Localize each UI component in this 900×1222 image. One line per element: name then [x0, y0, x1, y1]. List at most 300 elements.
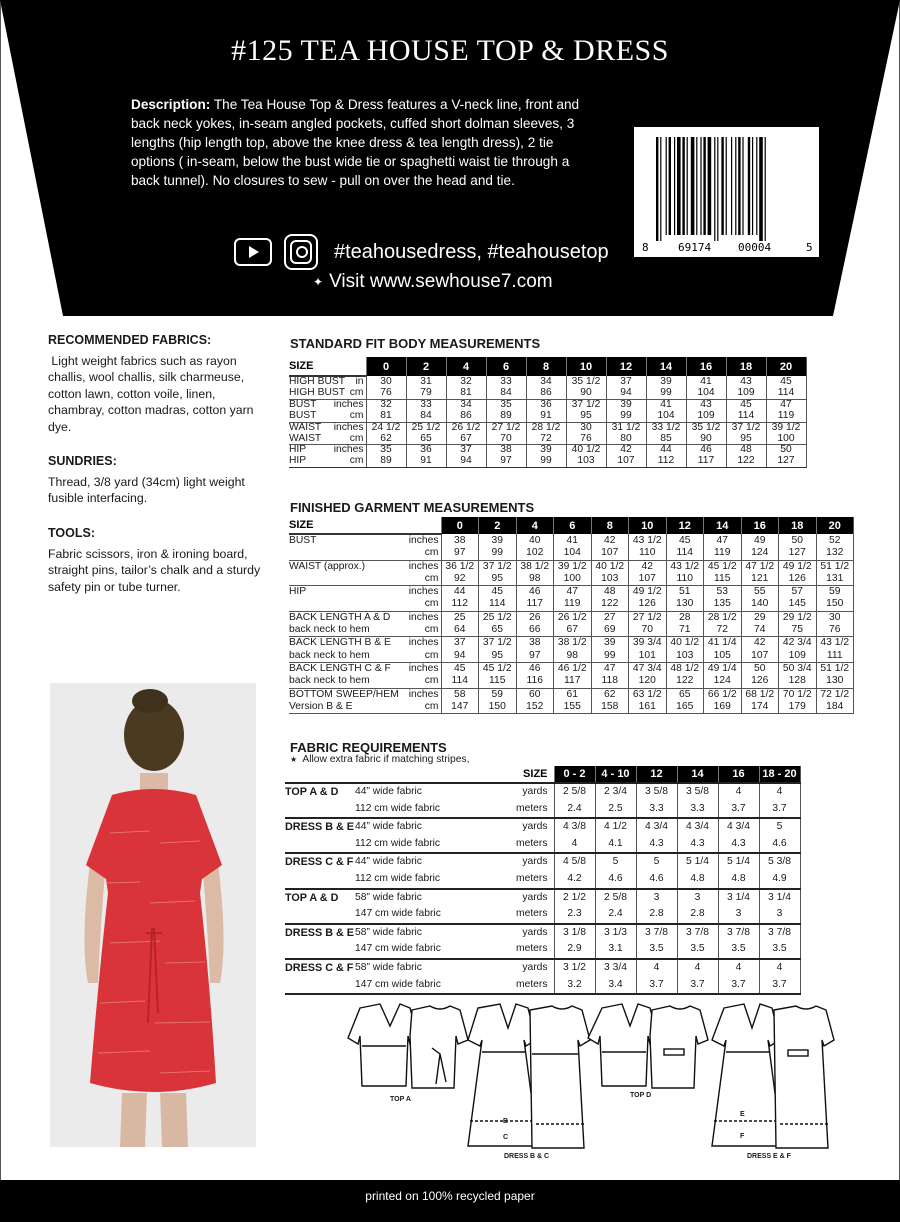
table-cell: 99 [646, 388, 686, 399]
size-col-header: 16 [741, 517, 779, 534]
label-top-d: TOP D [630, 1092, 652, 1099]
table-cell: 101 [629, 650, 667, 663]
model-photo [50, 683, 256, 1147]
table-cell: 3.5 [677, 941, 718, 959]
table-cell: 28 1/2 [704, 611, 742, 624]
row-label [289, 624, 441, 637]
table-row [289, 611, 854, 624]
body-measurements-title: STANDARD FIT BODY MEASUREMENTS [290, 336, 541, 351]
description [131, 95, 591, 190]
garment-name: DRESS B & E [285, 818, 355, 836]
table-cell: 43 [686, 399, 726, 410]
table-cell: 37 [446, 445, 486, 456]
table-cell: 30 [566, 422, 606, 433]
table-cell: 59 [479, 688, 517, 701]
table-cell: 45 [479, 586, 517, 599]
table-cell: 65 [479, 624, 517, 637]
visit-text[interactable]: Visit www.sewhouse7.com [329, 271, 553, 292]
table-cell: 25 1/2 [479, 611, 517, 624]
table-cell: 130 [816, 675, 854, 688]
tools-heading: TOOLS: [48, 525, 95, 540]
row-unit: cm [424, 649, 439, 661]
table-cell: 45 [766, 376, 806, 388]
table-cell: 72 [704, 624, 742, 637]
table-cell: 90 [686, 434, 726, 445]
table-cell: 2.5 [595, 801, 636, 819]
table-cell: 124 [741, 547, 779, 560]
table-cell: 130 [666, 598, 704, 611]
dress-bc-back-drawing [530, 1006, 590, 1148]
table-cell: 2 5/8 [595, 889, 636, 907]
table-cell: 26 1/2 [554, 611, 592, 624]
row-unit: yards [505, 959, 554, 977]
table-cell: 65 [406, 434, 446, 445]
barcode-bar [765, 137, 766, 241]
table-cell: 65 [666, 688, 704, 701]
table-cell: 50 [779, 534, 817, 547]
barcode-bar [687, 137, 688, 235]
table-row [285, 977, 800, 995]
row-label-text: Version B & E [289, 700, 353, 712]
table-cell: 3.4 [595, 977, 636, 995]
barcode-bar [742, 137, 743, 235]
table-cell: 121 [741, 573, 779, 586]
row-label-text: HIP [289, 586, 307, 598]
footer-text: printed on 100% recycled paper [365, 1189, 535, 1203]
table-cell: 3 7/8 [759, 924, 800, 942]
size-col-header: 14 [646, 357, 686, 376]
row-label [289, 411, 366, 422]
table-cell: 33 1/2 [646, 422, 686, 433]
table-cell: 39 [646, 376, 686, 388]
youtube-icon[interactable] [234, 238, 272, 266]
body-measurements-table [289, 357, 807, 468]
table-cell: 115 [704, 573, 742, 586]
table-row [289, 534, 854, 547]
star-icon: ★ [290, 755, 298, 764]
fabric-width: 147 cm wide fabric [355, 977, 505, 995]
table-cell: 26 1/2 [446, 422, 486, 433]
table-cell: 4 5/8 [554, 853, 595, 871]
row-unit: cm [424, 624, 439, 636]
fabric-width: 58” wide fabric [355, 924, 505, 942]
barcode-bar [660, 137, 661, 241]
size-col-header: 12 [636, 766, 677, 783]
table-cell: 4.1 [595, 836, 636, 854]
fabric-requirements-title: FABRIC REQUIREMENTS [290, 740, 447, 755]
description-text: The Tea House Top & Dress features a V-neck line, front and back neck yokes, in-seam angled pockets, cuffed short dolman sleeves, 3 lengths (hip length top, above the knee dress & tea length dress), 2 tie options ( in-seam, below the bust wide tie or spaghetti waist tie through a back tunnel). No closures to sew - pull on over the head and tie. [131, 97, 580, 188]
table-cell: 72 1/2 [816, 688, 854, 701]
table-cell: 110 [629, 547, 667, 560]
table-cell: 71 [666, 624, 704, 637]
garment-name [285, 906, 355, 924]
row-label-text: BUST [289, 398, 317, 410]
barcode-bar [731, 137, 732, 235]
fabrics-text: Light weight fabrics such as rayon challis, wool challis, silk charmeuse, cotton lawn, cotton voile, linen, chambray, cotton madras, cotton yarn dye. [48, 354, 257, 434]
table-cell: 32 [446, 376, 486, 388]
table-cell: 99 [479, 547, 517, 560]
table-cell: 107 [741, 650, 779, 663]
table-row [289, 624, 854, 637]
table-cell: 132 [816, 547, 854, 560]
table-cell: 97 [516, 650, 554, 663]
table-cell: 4 [554, 836, 595, 854]
table-cell: 4 [718, 959, 759, 977]
table-cell: 165 [666, 701, 704, 714]
table-cell: 4 3/4 [718, 818, 759, 836]
size-col-header: 6 [486, 357, 526, 376]
table-row [289, 675, 854, 688]
barcode-bar [708, 137, 712, 235]
size-col-header: 10 [566, 357, 606, 376]
row-unit: cm [424, 547, 439, 559]
hashtags: #teahousedress, #teahousetop [334, 240, 609, 263]
table-cell: 42 [606, 445, 646, 456]
row-unit: meters [516, 837, 548, 849]
table-cell: 38 [516, 637, 554, 650]
table-row [285, 853, 800, 871]
barcode-bar [700, 137, 701, 235]
table-cell: 3 5/8 [677, 783, 718, 801]
table-cell: 128 [779, 675, 817, 688]
table-cell: 51 [666, 586, 704, 599]
fabric-width: 147 cm wide fabric [355, 908, 441, 920]
row-label-text: HIGH BUST [289, 376, 346, 387]
table-cell: 51 1/2 [816, 662, 854, 675]
table-cell: 39 3/4 [629, 637, 667, 650]
table-cell: 35 [486, 399, 526, 410]
table-cell: 99 [526, 456, 566, 467]
table-cell: 63 1/2 [629, 688, 667, 701]
table-cell: 105 [704, 650, 742, 663]
barcode-bar [714, 137, 715, 241]
table-cell: 60 [516, 688, 554, 701]
label-dress-ef: DRESS E & F [747, 1153, 791, 1160]
table-cell: 40 1/2 [591, 560, 629, 573]
table-cell: 4 [759, 959, 800, 977]
row-label-text: BACK LENGTH C & F [289, 662, 391, 674]
fabric-width: 112 cm wide fabric [355, 837, 441, 849]
row-label [289, 547, 441, 560]
table-cell: 53 [704, 586, 742, 599]
table-cell: 39 1/2 [766, 422, 806, 433]
table-cell: 124 [704, 675, 742, 688]
label-c: C [503, 1134, 509, 1141]
dress-ef-back-drawing [774, 1006, 834, 1148]
table-cell: 70 1/2 [779, 688, 817, 701]
barcode-bar [703, 137, 705, 235]
barcode-bar [752, 137, 753, 235]
table-cell: 41 1/4 [704, 637, 742, 650]
table-cell: 89 [366, 456, 406, 467]
table-cell: 35 1/2 [566, 376, 606, 388]
table-cell: 46 [686, 445, 726, 456]
size-col-header: 20 [766, 357, 806, 376]
table-cell: 66 [516, 624, 554, 637]
garment-name [285, 801, 355, 819]
table-cell: 3 [759, 906, 800, 924]
table-cell: 75 [779, 624, 817, 637]
table-row [289, 650, 854, 663]
table-cell: 91 [526, 411, 566, 422]
table-cell: 122 [666, 675, 704, 688]
table-cell: 104 [686, 388, 726, 399]
table-cell: 47 [591, 662, 629, 675]
table-cell: 4 3/4 [636, 818, 677, 836]
table-cell: 41 [686, 376, 726, 388]
table-cell: 58 [441, 688, 479, 701]
row-unit: yards [505, 783, 554, 801]
table-cell: 37 [441, 637, 479, 650]
table-cell: 4 3/4 [677, 818, 718, 836]
size-col-header: 20 [816, 517, 854, 534]
row-unit: in [355, 376, 364, 387]
row-label [289, 701, 441, 714]
table-row [285, 906, 800, 924]
table-cell: 5 1/4 [718, 853, 759, 871]
size-col-header: 8 [526, 357, 566, 376]
table-cell: 70 [486, 434, 526, 445]
table-cell: 3.5 [718, 941, 759, 959]
table-cell: 84 [486, 388, 526, 399]
table-cell: 110 [666, 573, 704, 586]
table-cell: 184 [816, 701, 854, 714]
table-cell: 5 [759, 818, 800, 836]
table-cell: 103 [591, 573, 629, 586]
table-cell: 61 [554, 688, 592, 701]
table-cell: 48 1/2 [666, 662, 704, 675]
garment-name: TOP A & D [285, 889, 355, 907]
table-cell: 42 [629, 560, 667, 573]
table-cell: 140 [741, 598, 779, 611]
table-row [289, 434, 806, 445]
table-cell: 3 1/4 [759, 889, 800, 907]
table-cell: 94 [446, 456, 486, 467]
row-unit: inches [408, 560, 439, 572]
table-cell: 5 [636, 853, 677, 871]
table-cell: 3.7 [636, 977, 677, 995]
barcode-digits: 00004 [738, 241, 772, 254]
finished-measurements-table [289, 517, 854, 714]
table-cell: 27 [591, 611, 629, 624]
table-cell: 4.8 [677, 871, 718, 889]
table-cell: 48 [591, 586, 629, 599]
garment-name [285, 941, 355, 959]
dress-ef-front-drawing [712, 1004, 782, 1146]
table-cell: 86 [446, 411, 486, 422]
table-cell: 39 [591, 637, 629, 650]
website-link[interactable] [313, 271, 553, 293]
table-row [285, 959, 800, 977]
table-cell: 44 [646, 445, 686, 456]
table-cell: 95 [479, 573, 517, 586]
size-col-header: 16 [686, 357, 726, 376]
table-cell: 104 [554, 547, 592, 560]
garment-name [285, 871, 355, 889]
table-cell: 112 [646, 456, 686, 467]
barcode-bar [735, 137, 736, 235]
table-cell: 99 [606, 411, 646, 422]
table-cell: 34 [446, 399, 486, 410]
garment-name [285, 836, 355, 854]
row-unit: cm [424, 700, 439, 712]
barcode [634, 127, 819, 257]
table-cell: 118 [591, 675, 629, 688]
size-col-header: 18 [779, 517, 817, 534]
table-cell: 127 [766, 456, 806, 467]
row-unit: inches [333, 444, 364, 456]
table-row [289, 701, 854, 714]
table-row [285, 941, 800, 959]
label-b: B [503, 1118, 509, 1125]
size-col-header: 10 [629, 517, 667, 534]
table-row [289, 598, 854, 611]
row-label-text: HIP [289, 455, 307, 467]
table-cell: 57 [779, 586, 817, 599]
row-unit: yards [505, 889, 554, 907]
table-cell: 179 [779, 701, 817, 714]
table-cell: 81 [366, 411, 406, 422]
size-col-header: 4 [516, 517, 554, 534]
table-cell: 111 [816, 650, 854, 663]
table-cell: 64 [441, 624, 479, 637]
row-unit: inches [408, 688, 439, 700]
table-cell: 107 [629, 573, 667, 586]
footer [0, 1180, 900, 1222]
size-col-header: 4 [446, 357, 486, 376]
table-cell: 69 [591, 624, 629, 637]
technical-drawings [340, 996, 840, 1161]
table-cell: 2 3/4 [595, 783, 636, 801]
size-col-header: 2 [479, 517, 517, 534]
table-cell: 46 1/2 [554, 662, 592, 675]
row-label [289, 586, 441, 599]
table-cell: 4.6 [595, 871, 636, 889]
table-cell: 4 [636, 959, 677, 977]
table-row [289, 560, 854, 573]
table-cell: 32 [366, 399, 406, 410]
table-cell: 24 1/2 [366, 422, 406, 433]
table-cell: 94 [606, 388, 646, 399]
table-cell: 107 [606, 456, 646, 467]
table-cell: 30 [816, 611, 854, 624]
table-cell: 86 [526, 388, 566, 399]
table-cell: 3 [677, 889, 718, 907]
table-row [285, 924, 800, 942]
table-cell: 37 [606, 376, 646, 388]
table-cell: 2.3 [554, 906, 595, 924]
barcode-digits: 5 [806, 241, 813, 254]
table-cell: 114 [666, 547, 704, 560]
table-cell: 29 [741, 611, 779, 624]
table-row [289, 388, 806, 399]
table-cell: 174 [741, 701, 779, 714]
table-cell: 28 1/2 [526, 422, 566, 433]
table-cell: 47 [704, 534, 742, 547]
table-cell: 161 [629, 701, 667, 714]
table-cell: 117 [516, 598, 554, 611]
pattern-title: #125 TEA HOUSE TOP & DRESS [231, 34, 669, 67]
row-label [289, 573, 441, 586]
table-cell: 4 3/8 [554, 818, 595, 836]
table-cell: 72 [526, 434, 566, 445]
table-cell: 2 5/8 [554, 783, 595, 801]
size-col-header: 18 [726, 357, 766, 376]
table-row [285, 889, 800, 907]
barcode-bar [759, 137, 763, 241]
instagram-icon[interactable] [284, 234, 318, 270]
table-cell: 3 1/8 [554, 924, 595, 942]
table-cell: 117 [686, 456, 726, 467]
table-row [289, 637, 854, 650]
row-label [289, 456, 366, 467]
barcode-bar [717, 137, 718, 241]
barcode-bar [677, 137, 681, 235]
table-cell: 109 [686, 411, 726, 422]
description-label: Description: [131, 97, 211, 112]
row-unit: inches [408, 611, 439, 623]
table-cell: 5 1/4 [677, 853, 718, 871]
table-cell: 36 [526, 399, 566, 410]
social-row [234, 234, 609, 270]
table-cell: 42 3/4 [779, 637, 817, 650]
table-cell: 42 [591, 534, 629, 547]
table-cell: 43 [726, 376, 766, 388]
size-col-header: 16 [718, 766, 759, 783]
table-cell: 131 [816, 573, 854, 586]
tools-text: Fabric scissors, iron & ironing board, straight pins, tailor’s chalk and a sturdy safety pin or tube turner. [48, 546, 261, 594]
barcode-bar [696, 137, 697, 235]
row-unit: yards [505, 853, 554, 871]
table-cell: 49 1/4 [704, 662, 742, 675]
fabric-width: 58” wide fabric [355, 959, 505, 977]
table-cell: 45 [441, 662, 479, 675]
table-cell: 3 1/3 [595, 924, 636, 942]
row-label-text: HIP [289, 444, 307, 456]
table-cell: 4 1/2 [595, 818, 636, 836]
table-cell: 158 [591, 701, 629, 714]
table-cell: 114 [726, 411, 766, 422]
table-cell: 95 [479, 650, 517, 663]
table-cell: 3.7 [759, 977, 800, 995]
table-cell: 47 [554, 586, 592, 599]
table-cell: 81 [446, 388, 486, 399]
fabric-width: 147 cm wide fabric [355, 943, 441, 955]
table-cell: 127 [779, 547, 817, 560]
table-cell: 33 [486, 376, 526, 388]
table-cell: 97 [486, 456, 526, 467]
table-cell: 100 [554, 573, 592, 586]
size-header: SIZE [285, 766, 554, 783]
table-cell: 115 [479, 675, 517, 688]
table-cell: 3.7 [677, 977, 718, 995]
table-cell: 119 [554, 598, 592, 611]
table-cell: 92 [441, 573, 479, 586]
row-label-text: back neck to hem [289, 649, 370, 661]
table-row [285, 836, 800, 854]
table-cell: 3.5 [636, 941, 677, 959]
barcode-bar [656, 137, 658, 241]
table-cell: 45 1/2 [704, 560, 742, 573]
table-cell: 2.4 [595, 906, 636, 924]
row-label-text: HIGH BUST [289, 386, 346, 398]
table-cell: 37 1/2 [479, 637, 517, 650]
size-col-header: 12 [666, 517, 704, 534]
table-cell: 135 [704, 598, 742, 611]
finished-measurements-title: FINISHED GARMENT MEASUREMENTS [290, 500, 535, 515]
row-unit: yards [505, 924, 554, 942]
table-cell: 4 [677, 959, 718, 977]
